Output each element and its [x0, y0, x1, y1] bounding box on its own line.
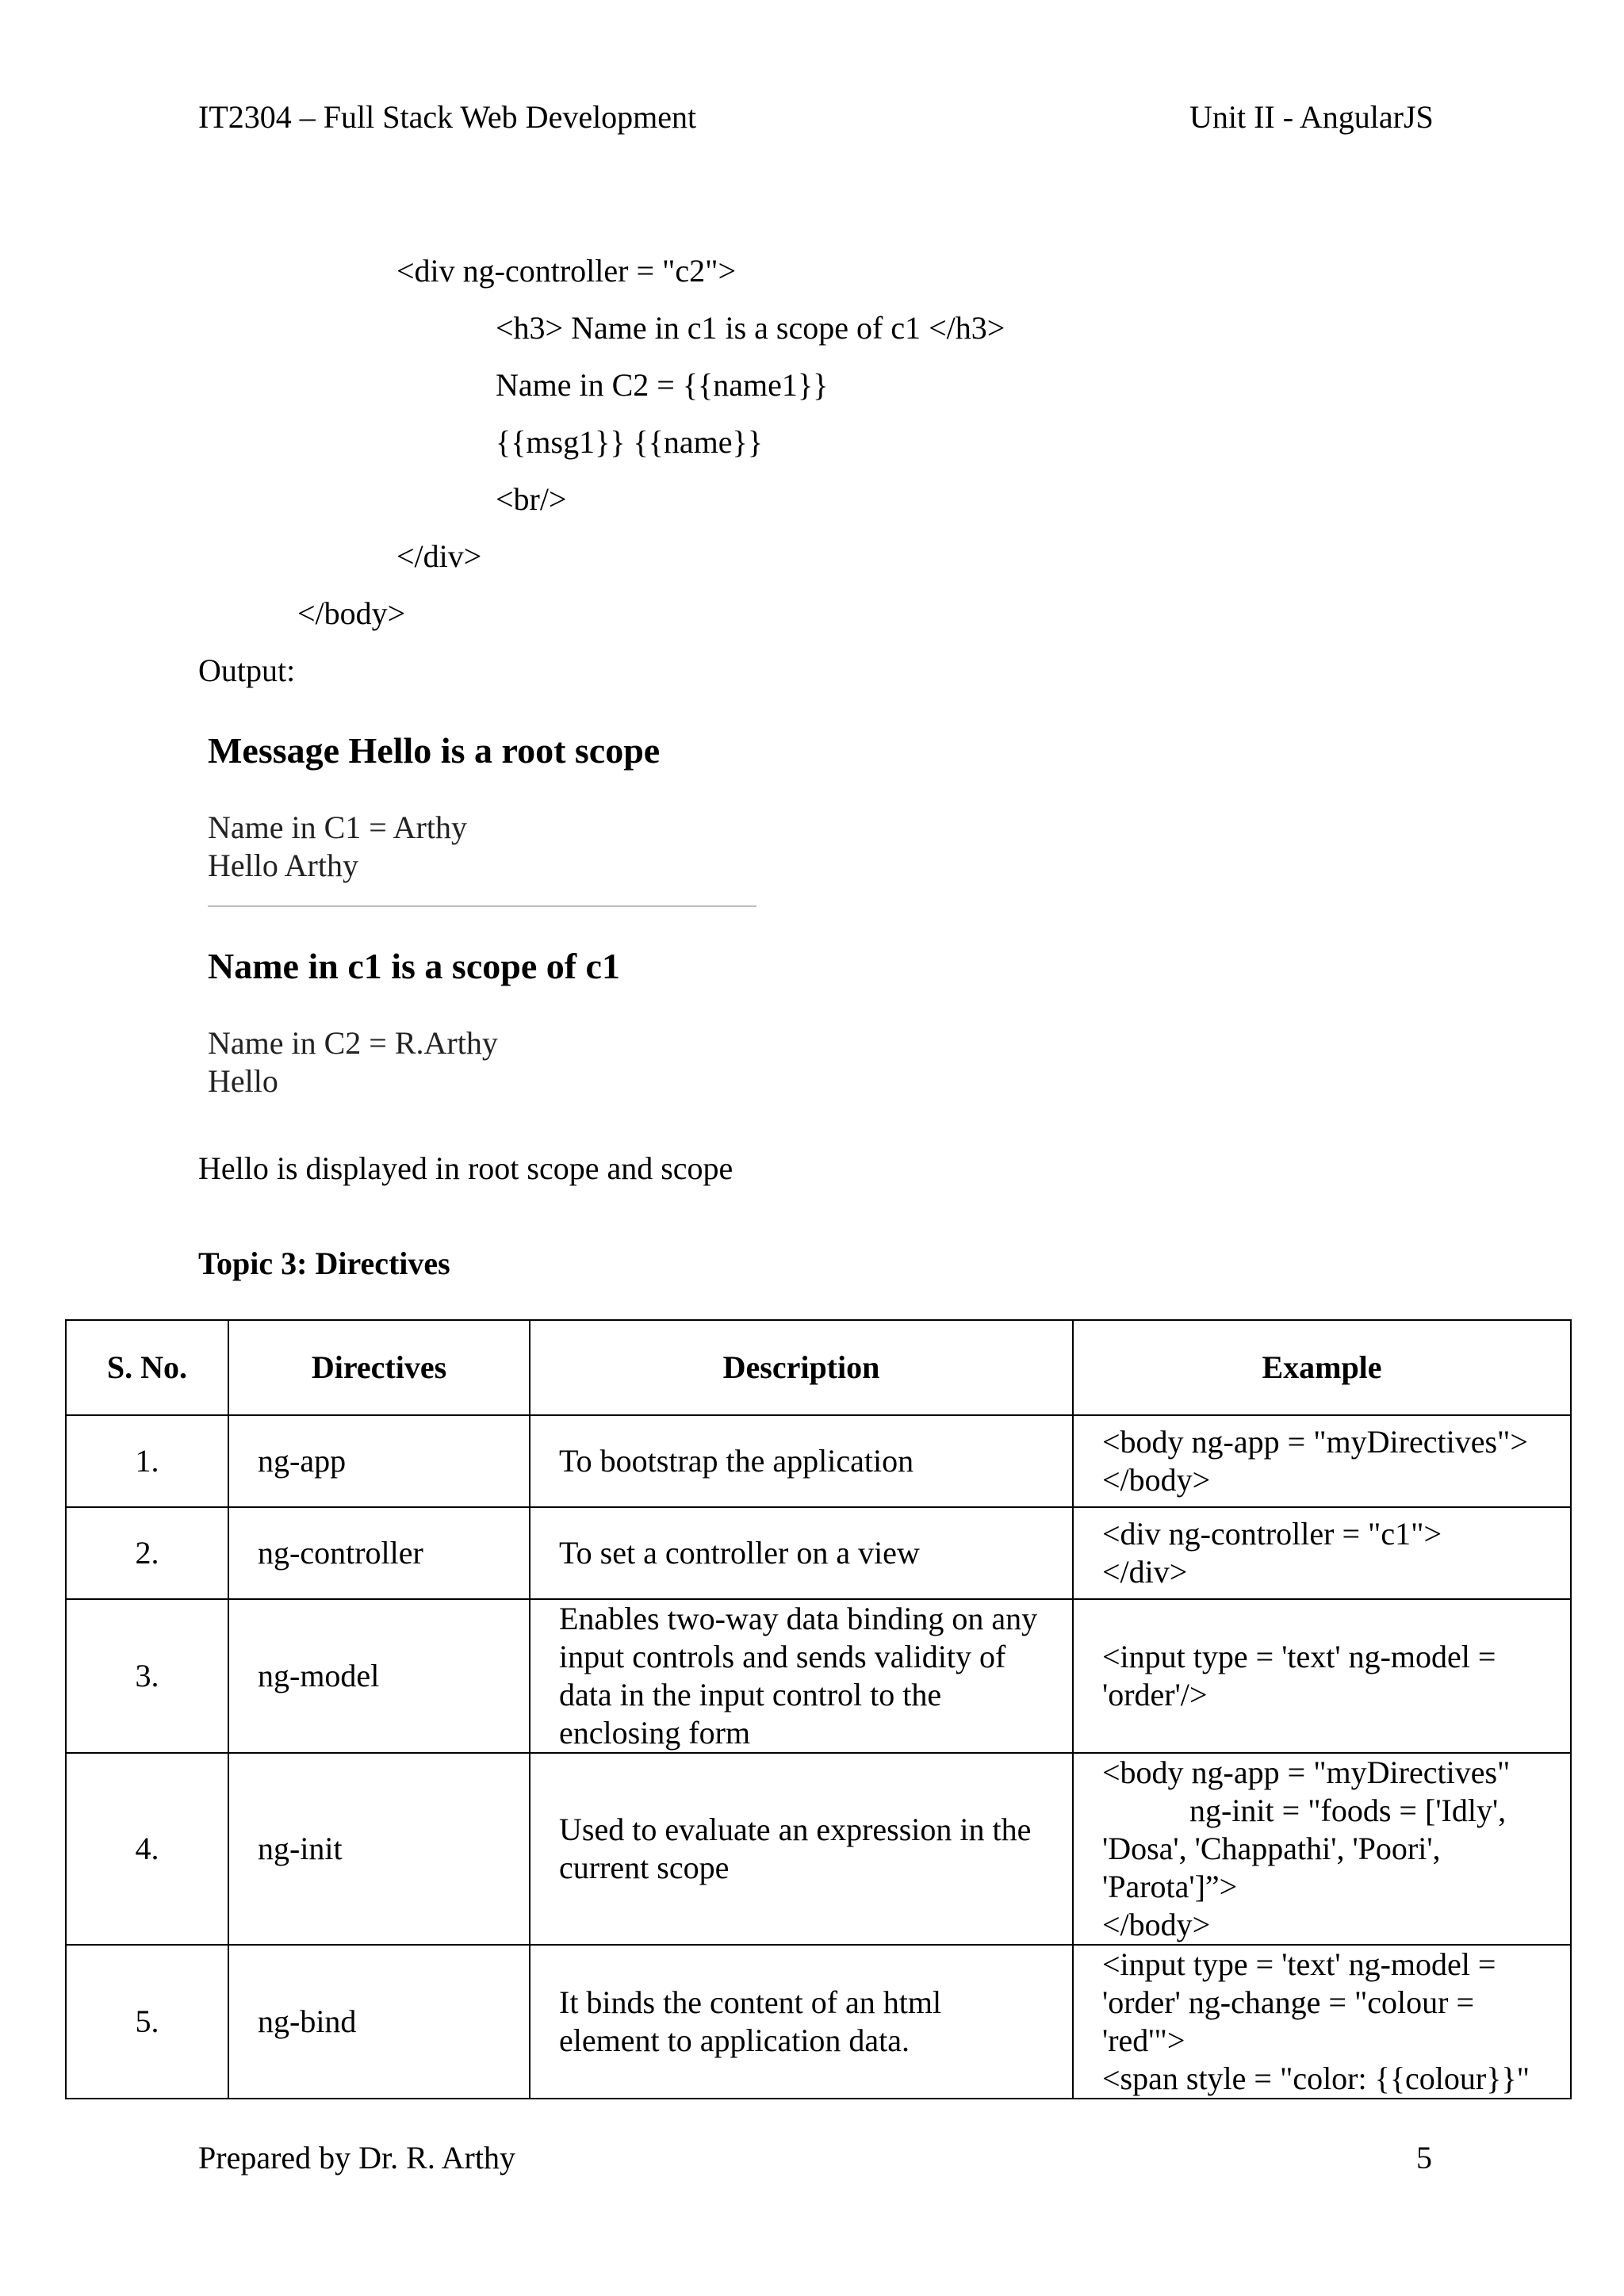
topic-heading: Topic 3: Directives [198, 1246, 450, 1281]
row-number: 2. [66, 1507, 228, 1599]
row-number: 3. [66, 1599, 228, 1753]
output-divider [208, 905, 756, 907]
example-line: 'order'/> [1102, 1677, 1208, 1712]
example-line: <input type = 'text' ng-model = [1102, 1946, 1496, 1982]
table-row [66, 1599, 1571, 1753]
directive-name: ng-controller [228, 1507, 530, 1599]
output-line: Hello Arthy [208, 848, 358, 883]
table-header-row [66, 1320, 1571, 1415]
output-line: Name in C2 = R.Arthy [208, 1025, 498, 1061]
directive-example [1073, 1753, 1571, 1945]
directive-example [1073, 1599, 1571, 1753]
directive-description: To bootstrap the application [530, 1415, 1073, 1507]
example-line: 'order' ng-change = "colour = [1102, 1984, 1475, 2020]
code-line: <br/> [496, 481, 567, 517]
table-row [66, 1507, 1571, 1599]
column-header-example: Example [1073, 1320, 1571, 1415]
code-line: Name in C2 = {{name1}} [496, 367, 829, 403]
page-number: 5 [1416, 2140, 1432, 2175]
code-line: </div> [396, 538, 482, 574]
column-header-description: Description [530, 1320, 1073, 1415]
example-line: <span style = "color: {{colour}}" [1102, 2061, 1530, 2096]
row-number: 5. [66, 1945, 228, 2099]
header-course-title: IT2304 – Full Stack Web Development [198, 99, 697, 135]
output-label: Output: [198, 652, 296, 688]
explanation-text: Hello is displayed in root scope and scope [198, 1150, 733, 1186]
example-line: <body ng-app = "myDirectives"> [1102, 1424, 1528, 1460]
directive-description: Enables two-way data binding on any input controls and sends validity of data in the input control to the enclosing form [530, 1599, 1073, 1753]
example-line: <div ng-controller = "c1"> [1102, 1516, 1442, 1552]
directive-example [1073, 1415, 1571, 1507]
example-line: 'red'"> [1102, 2022, 1185, 2058]
table-row [66, 1415, 1571, 1507]
directive-name: ng-init [228, 1753, 530, 1945]
code-line: <div ng-controller = "c2"> [396, 253, 737, 289]
column-header-sno: S. No. [66, 1320, 228, 1415]
example-line: </div> [1102, 1554, 1188, 1590]
example-line: </body> [1102, 1462, 1211, 1498]
code-line: {{msg1}} {{name}} [496, 424, 763, 460]
directive-example [1073, 1507, 1571, 1599]
directive-name: ng-app [228, 1415, 530, 1507]
example-line: 'Parota']”> [1102, 1869, 1238, 1904]
directives-table [65, 1319, 1572, 2099]
example-line: 'Dosa', 'Chappathi', 'Poori', [1102, 1831, 1441, 1866]
directive-name: ng-model [228, 1599, 530, 1753]
output-line: Name in C1 = Arthy [208, 809, 467, 845]
directive-description: It binds the content of an html element to application data. [530, 1945, 1073, 2099]
table-row [66, 1753, 1571, 1945]
directive-name: ng-bind [228, 1945, 530, 2099]
directive-description: To set a controller on a view [530, 1507, 1073, 1599]
output-heading-scope-c1: Name in c1 is a scope of c1 [208, 946, 620, 986]
example-line: ng-init = "foods = ['Idly', [1189, 1793, 1507, 1828]
example-line: </body> [1102, 1907, 1211, 1942]
example-line: <body ng-app = "myDirectives" [1102, 1755, 1511, 1790]
code-line: </body> [297, 595, 406, 631]
directive-example [1073, 1945, 1571, 2099]
example-line: <input type = 'text' ng-model = [1102, 1639, 1496, 1674]
header-unit-title: Unit II - AngularJS [1189, 99, 1434, 135]
column-header-directives: Directives [228, 1320, 530, 1415]
directive-description: Used to evaluate an expression in the current scope [530, 1753, 1073, 1945]
output-heading-root-scope: Message Hello is a root scope [208, 730, 661, 771]
table-row [66, 1945, 1571, 2099]
output-line: Hello [208, 1063, 278, 1099]
footer-author: Prepared by Dr. R. Arthy [198, 2140, 515, 2175]
row-number: 1. [66, 1415, 228, 1507]
code-line: <h3> Name in c1 is a scope of c1 </h3> [496, 310, 1005, 346]
row-number: 4. [66, 1753, 228, 1945]
